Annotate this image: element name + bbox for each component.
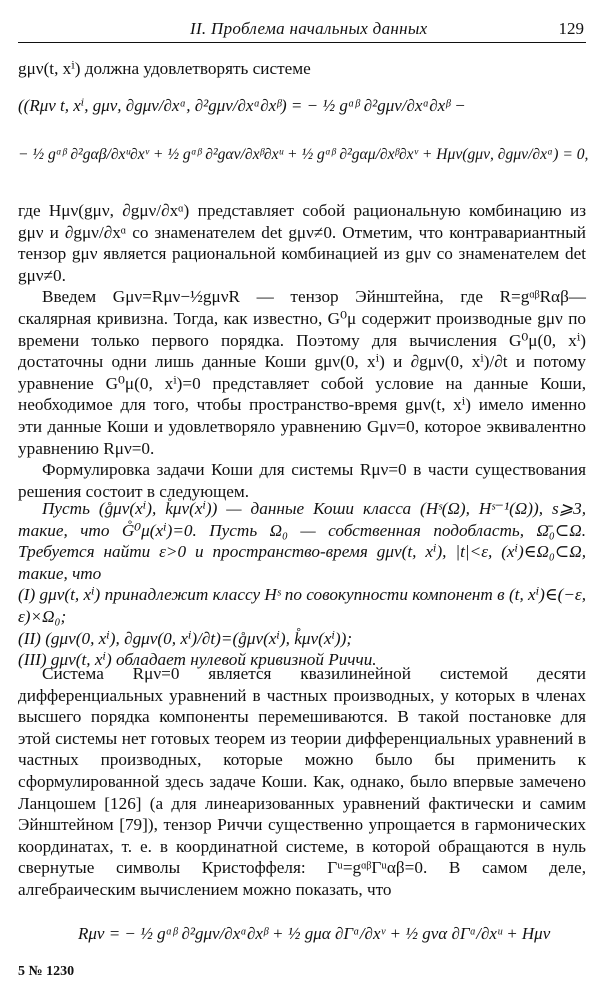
theorem-block — [18, 498, 586, 671]
running-header — [18, 18, 586, 43]
theorem-statement: Пусть (g̊μν(xⁱ), k̊μν(xⁱ)) — данные Коши класса (Hˢ(Ω), Hˢ⁻¹(Ω)), s⩾3, такие, что G̊⁰μ(xⁱ)=0. Пусть Ω₀ — собственная подобласть, Ω̄₀⊂Ω. Требуется найти ε>0 и пространство-время gμν(t, xⁱ), |t|<ε, (xⁱ)∈Ω₀⊂Ω, такие, что — [18, 499, 586, 583]
page-number: 129 — [558, 19, 584, 38]
paragraph-2: Введем Gμν=Rμν−½gμνR — тензор Эйнштейна, где R=gᵅᵝRαβ— скалярная кривизна. Тогда, как известно, G⁰μ содержит производные gμν по времени только первого порядка. Поэтому для вычисления G⁰μ(0, xⁱ) достаточны одни лишь данные Коши gμν(0, xⁱ) и ∂gμν(0, xⁱ)/∂t и потому уравнение G⁰μ(0, xⁱ)=0 представляет собой условие на данные Коши, необходимое для того, чтобы пространство-время gμν(t, xⁱ) имело именно эти данные Коши и удовлетворяло уравнению Gμν=0, которое эквивалентно уравнению Rμν=0. — [18, 287, 586, 458]
equation-1-line-a: ((Rμν t, xⁱ, gμν, ∂gμν/∂xᵅ, ∂²gμν/∂xᵅ∂xᵝ) = − ½ gᵅᵝ ∂²gμν/∂xᵅ∂xᵝ − — [18, 96, 466, 115]
theorem-item-1: (I) gμν(t, xⁱ) принадлежит классу Hˢ по совокупности компонент в (t, xⁱ)∈(−ε, ε)×Ω₀; — [18, 585, 586, 626]
intro-text: gμν(t, xⁱ) должна удовлетворять системе — [18, 59, 311, 78]
signature-mark: 5 № 1230 — [18, 964, 75, 979]
equation-2: Rμν = − ½ gᵅᵝ ∂²gμν/∂xᵅ∂xᵝ + ½ gμα ∂Γᵅ/∂xᵛ + ½ gνα ∂Γᵅ/∂xᵘ + Hμν — [78, 924, 551, 943]
equation-1-line-b: − ½ gᵅᵝ ∂²gαβ/∂xᵘ∂xᵛ + ½ gᵅᵝ ∂²gαν/∂xᵝ∂xᵘ + ½ gᵅᵝ ∂²gαμ/∂xᵝ∂xᵛ + Hμν(gμν, ∂gμν/∂xᵅ) = 0, — [18, 146, 589, 163]
running-title: II. Проблема начальных данных — [190, 19, 428, 38]
paragraph-harmonic — [18, 663, 586, 901]
theorem-item-2: (II) (gμν(0, xⁱ), ∂gμν(0, xⁱ)/∂t)=(g̊μν(xⁱ), k̊μν(xⁱ)); — [18, 628, 353, 648]
theorem-item-3: (III) gμν(t, xⁱ) обладает нулевой кривизной Риччи. — [18, 650, 377, 670]
paragraph-1: где Hμν(gμν, ∂gμν/∂xᵅ) представляет собой рациональную комбинацию из gμν и ∂gμν/∂xᵅ со знаменателем det gμν≠0. Отметим, что контравариантный тензор gμν является рациональной комбинацией из gμν со знаменателем det gμν≠0. — [18, 201, 586, 285]
paragraph-4: Система Rμν=0 является квазилинейной системой десяти дифференциальных уравнений в частных производных, у которых в членах высшего порядка компоненты перемешиваются. В такой постановке для этой системы нет готовых теорем из теории дифференциальных уравнений в частных производных, которые можно было бы применить к сформулированной здесь задаче Коши. Как, однако, было впервые замечено Ланцошем [126] (а для линеаризованных уравнений фактически и самим Эйнштейном [79]), тензор Риччи существенно упрощается в гармонических координатах, т. е. в координатной системе, в которой обращаются в нуль свернутые символы Кристоффеля: Γᵘ=gᵅᵝΓᵘαβ=0. В самом деле, алгебраическим вычислением можно показать, что — [18, 664, 586, 899]
paragraph-3: Формулировка задачи Коши для системы Rμν=0 в части существования решения состоит в следующем. — [18, 460, 586, 501]
intro-line — [18, 58, 586, 80]
paragraph-definitions — [18, 200, 586, 502]
